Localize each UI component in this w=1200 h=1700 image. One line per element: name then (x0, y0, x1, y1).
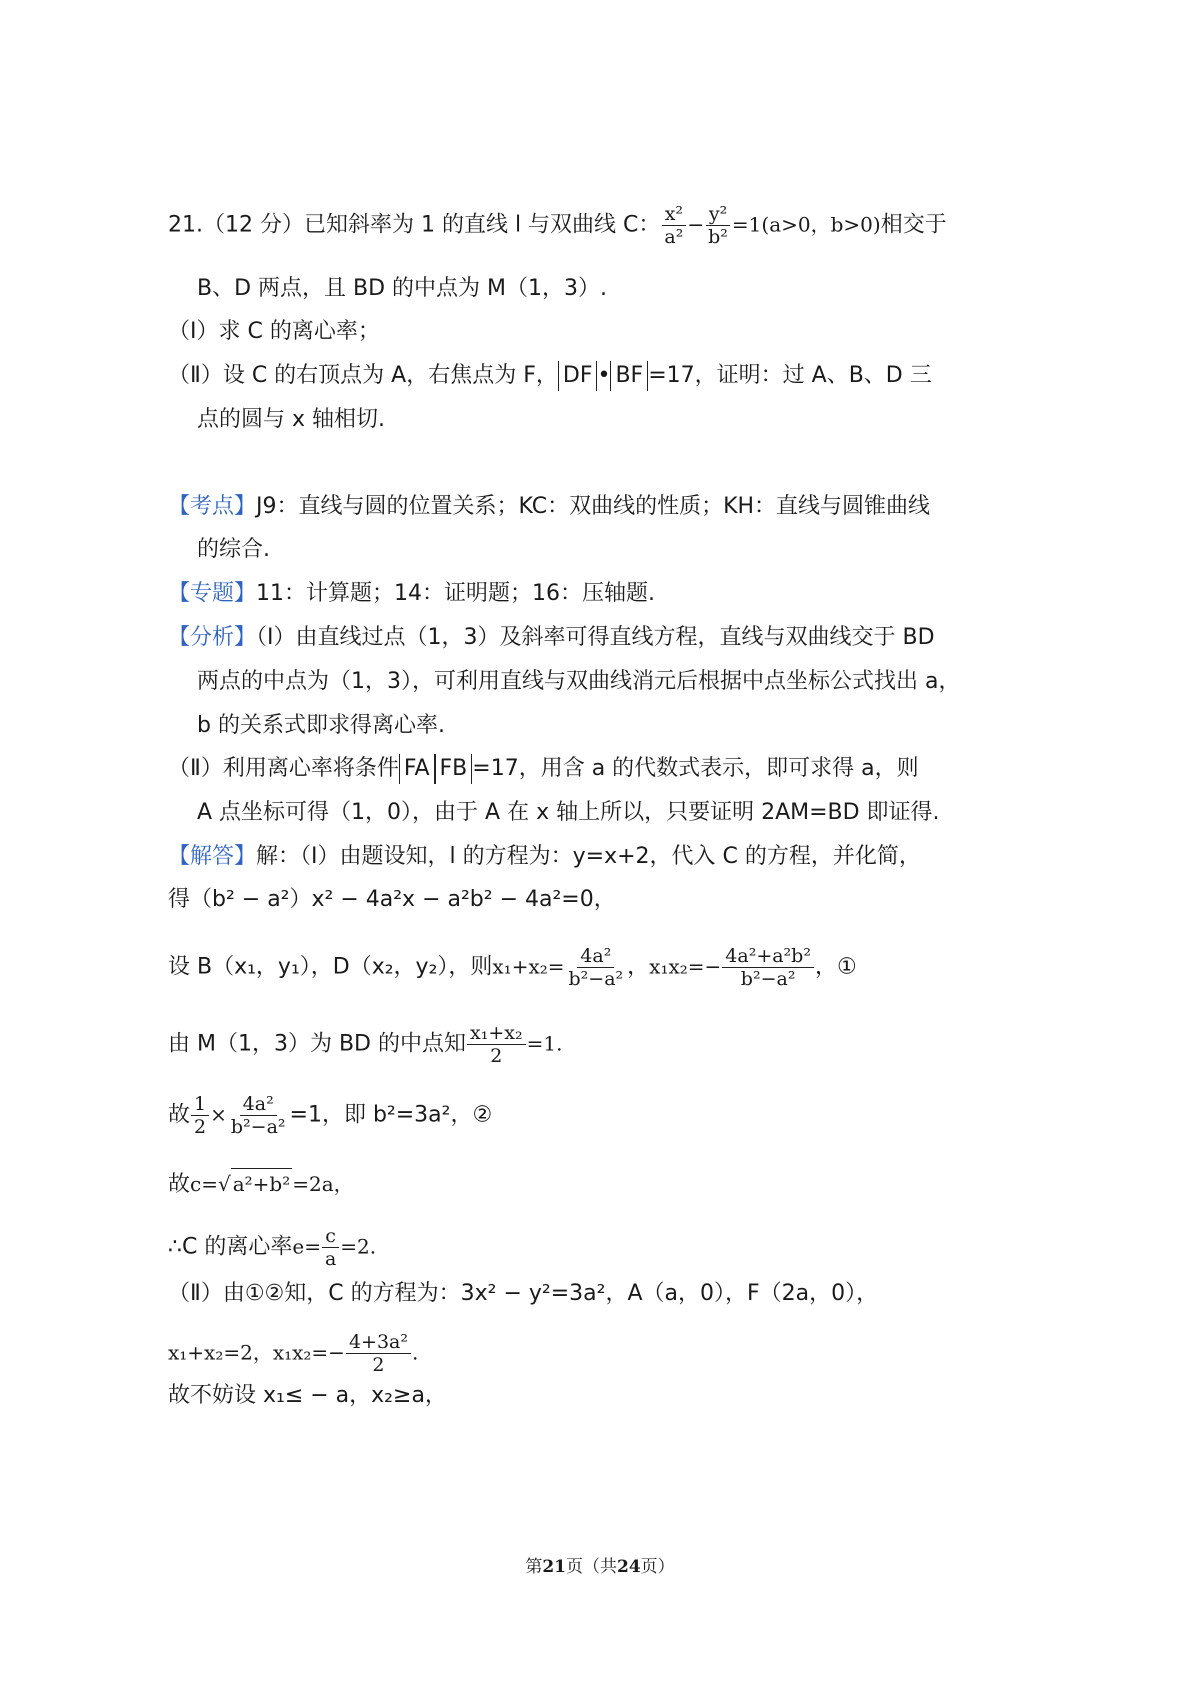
fraction-half: $\frac{1}{2}$ (191, 1093, 209, 1138)
fenxi-line-3: b 的关系式即求得离心率. (197, 713, 445, 738)
fraction-x2-a2: $\frac{\text{x²}}{\text{a²}}$ (661, 203, 686, 248)
fraction-midpoint: $\frac{\text{x₁+x₂}}{2}$ (467, 1022, 526, 1067)
hyperbola-condition: =1(a>0，b>0) (731, 212, 881, 237)
jieda-line-10: 故不妨设 x₁≤ − a，x₂≥a， (168, 1383, 447, 1408)
sqrt-radicand: a²+b² (231, 1168, 293, 1199)
kaodian-tag: 【考点】 (168, 494, 257, 519)
fraction-4a2: $\frac{\text{4a²}}{\text{b²−a²}}$ (230, 1093, 286, 1138)
abs-fb: FB (435, 754, 473, 784)
fraction-c-a: $\frac{c}{a}$ (322, 1225, 339, 1270)
fraction-product: $\frac{\text{4a²+a²b²}}{\text{b²−a²}}$ (722, 945, 814, 990)
fenxi-tag: 【分析】 (168, 625, 257, 650)
jieda-line-7: ∴C 的离心率e= $\frac{c}{a}$ =2. (168, 1225, 377, 1270)
jieda-line-5: 故 $\frac{1}{2}$ × $\frac{\text{4a²}}{\text{b²−a²}}$ =1，即 b²=3a²，② (168, 1093, 493, 1138)
abs-fa: FA (399, 754, 435, 784)
page-footer: 第21页（共24页） (525, 1557, 675, 1577)
fraction-y2-b2: $\frac{\text{y²}}{\text{b²}}$ (705, 203, 731, 248)
abs-df: DF (558, 361, 598, 391)
page-total: 24 (617, 1557, 641, 1577)
problem-part-2: （Ⅱ）设 C 的右顶点为 A，右焦点为 F， DF • BF =17，证明：过 A、B、D 三 (168, 361, 932, 391)
kaodian-line-1: 【考点】J9：直线与圆的位置关系；KC：双曲线的性质；KH：直线与圆锥曲线 (168, 494, 931, 519)
jieda-line-8: （Ⅱ）由①②知，C 的方程为：3x² − y²=3a²，A（a，0），F（2a，0）， (168, 1281, 879, 1306)
fraction-product-2: $\frac{\text{4+3a²}}{2}$ (346, 1331, 411, 1376)
page-number: 21 (542, 1557, 566, 1577)
problem-intro: 21.（12 分）已知斜率为 1 的直线 l 与双曲线 C： (168, 212, 661, 238)
jieda-line-2: 得（b² − a²）x² − 4a²x − a²b² − 4a²=0， (168, 887, 616, 912)
jieda-tag: 【解答】 (168, 844, 257, 869)
fraction-sum: $\frac{\text{4a²}}{\text{b²−a²}}$ (568, 945, 624, 990)
jieda-line-6: 故c=√ a²+b² =2a， (168, 1168, 354, 1200)
jieda-line-9: x₁+x₂=2，x₁x₂=− $\frac{\text{4+3a²}}{2}$ . (168, 1331, 419, 1376)
problem-part-1: （Ⅰ）求 C 的离心率； (168, 319, 380, 344)
fenxi-line-4: （Ⅱ）利用离心率将条件 FA FB =17，用含 a 的代数式表示，即可求得 a，则 (168, 754, 919, 784)
jieda-line-4: 由 M（1，3）为 BD 的中点知 $\frac{\text{x₁+x₂}}{2}$ =1. (168, 1022, 563, 1067)
zhuanti-tag: 【专题】 (168, 581, 257, 606)
jieda-line-1: 【解答】解：（Ⅰ）由题设知，l 的方程为：y=x+2，代入 C 的方程，并化简， (168, 844, 921, 869)
abs-bf: BF (610, 361, 648, 391)
jieda-line-3: 设 B（x₁，y₁），D（x₂，y₂），则x₁+x₂= $\frac{\text{4a²}}{\text{b²−a²}}$ ，x₁x₂=− $\frac{\text{4a²+a²b²}}{\text{b²−a²}}$ ，① (168, 945, 857, 990)
fenxi-line-1: 【分析】（Ⅰ）由直线过点（1，3）及斜率可得直线方程，直线与双曲线交于 BD (168, 625, 935, 650)
fenxi-line-5: A 点坐标可得（1，0），由于 A 在 x 轴上所以，只要证明 2AM=BD 即证得. (197, 800, 940, 825)
problem-part-2-cont: 点的圆与 x 轴相切. (197, 407, 385, 432)
fenxi-line-2: 两点的中点为（1，3），可利用直线与双曲线消元后根据中点坐标公式找出 a， (197, 669, 961, 694)
zhuanti-line: 【专题】11：计算题；14：证明题；16：压轴题. (168, 581, 655, 606)
problem-line-2: B、D 两点，且 BD 的中点为 M（1，3）. (197, 276, 608, 301)
kaodian-line-2: 的综合. (197, 537, 270, 562)
problem-line-1: 21.（12 分）已知斜率为 1 的直线 l 与双曲线 C： $\frac{\text{x²}}{\text{a²}}$ − $\frac{\text{y²}}{\text{b²}}$ =1(a>0，b>0)相交于 (168, 203, 947, 248)
